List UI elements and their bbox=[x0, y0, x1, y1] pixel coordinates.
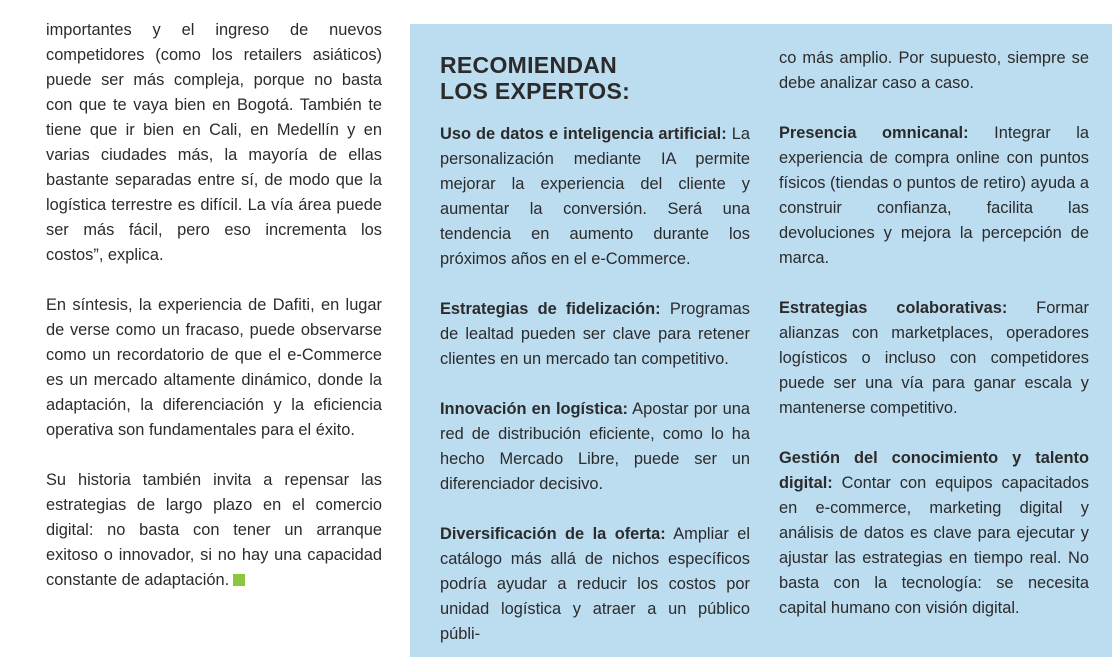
recommendation-term: Uso de datos e inteligencia artificial: bbox=[440, 125, 727, 143]
article-paragraph-text: Su historia también invita a repensar las estrategias de largo plazo en el comercio digital: no basta con tener un arranque exitoso o innovador, si no hay una capacidad constante de adaptación. bbox=[46, 471, 382, 589]
recommendation-term: Presencia omnicanal: bbox=[779, 124, 969, 142]
left-article-column bbox=[46, 18, 382, 618]
recommendation-item bbox=[440, 522, 750, 647]
recommendation-text: Formar alianzas con marketplaces, operadores logísticos o incluso con competidores puede ser una vía para ganar escala y mantenerse competitivo. bbox=[779, 299, 1089, 417]
recommendation-text: Integrar la experiencia de compra online con puntos físicos (tiendas o puntos de retiro) ayuda a construir confianza, facilita las devoluciones y mejora la percepción de marca. bbox=[779, 124, 1089, 267]
recommendation-text: Ampliar el catálogo más allá de nichos específicos podría ayudar a reducir los costos por unidad logística y atraer a un público públi- bbox=[440, 525, 750, 643]
box-column-left bbox=[440, 52, 750, 672]
experts-recommend-box bbox=[410, 24, 1112, 657]
recommendation-text: Contar con equipos capacitados en e-commerce, marketing digital y análisis de datos es clave para ejecutar y ajustar las estrategias en tiempo real. No basta con la tecnología: se necesita capital humano con visión digital. bbox=[779, 474, 1089, 617]
article-paragraph: En síntesis, la experiencia de Dafiti, en lugar de verse como un fracaso, puede observarse como un recordatorio de que el e-Commerce es un mercado altamente dinámico, donde la adaptación, la diferenciación y la eficiencia operativa son fundamentales para el éxito. bbox=[46, 296, 382, 439]
recommendation-text: Programas de lealtad pueden ser clave para retener clientes en un mercado tan competitivo. bbox=[440, 300, 750, 368]
article-paragraph: importantes y el ingreso de nuevos competidores (como los retailers asiáticos) puede ser más compleja, porque no basta con que te vaya bien en Bogotá. También te tiene que ir bien en Cali, en Medellín y en varias ciudades más, la mayoría de ellas bastante separadas entre sí, de modo que la logística terrestre es difícil. La vía área puede ser más fácil, pero eso incrementa los costos”, explica. bbox=[46, 21, 382, 264]
recommendation-item bbox=[779, 296, 1089, 421]
recommendation-term: Estrategias de fidelización: bbox=[440, 300, 661, 318]
end-of-article-square-icon bbox=[233, 574, 245, 586]
recommendation-text: Apostar por una red de distribución eficiente, como lo ha hecho Mercado Libre, puede ser un diferenciador decisivo. bbox=[440, 400, 750, 493]
box-title: RECOMIENDAN LOS EXPERTOS: bbox=[440, 52, 631, 104]
recommendation-term: Estrategias colaborativas: bbox=[779, 299, 1008, 317]
box-column-right bbox=[779, 46, 1089, 646]
recommendation-term: Diversificación de la oferta: bbox=[440, 525, 666, 543]
recommendation-item bbox=[440, 297, 750, 372]
recommendation-item bbox=[440, 397, 750, 497]
recommendation-item bbox=[779, 121, 1089, 271]
recommendation-text: La personalización mediante IA permite mejorar la experiencia del cliente y aumentar la conversión. Será una tendencia en aumento durante los próximos años en el e-Commerce. bbox=[440, 125, 750, 268]
article-paragraph bbox=[46, 468, 382, 593]
recommendation-term: Gestión del conocimiento y talento digital: bbox=[779, 449, 1089, 492]
recommendation-term: Innovación en logística: bbox=[440, 400, 628, 418]
recommendation-item bbox=[440, 122, 750, 272]
recommendation-item-continuation: co más amplio. Por supuesto, siempre se debe analizar caso a caso. bbox=[779, 49, 1089, 92]
recommendation-item bbox=[779, 446, 1089, 621]
